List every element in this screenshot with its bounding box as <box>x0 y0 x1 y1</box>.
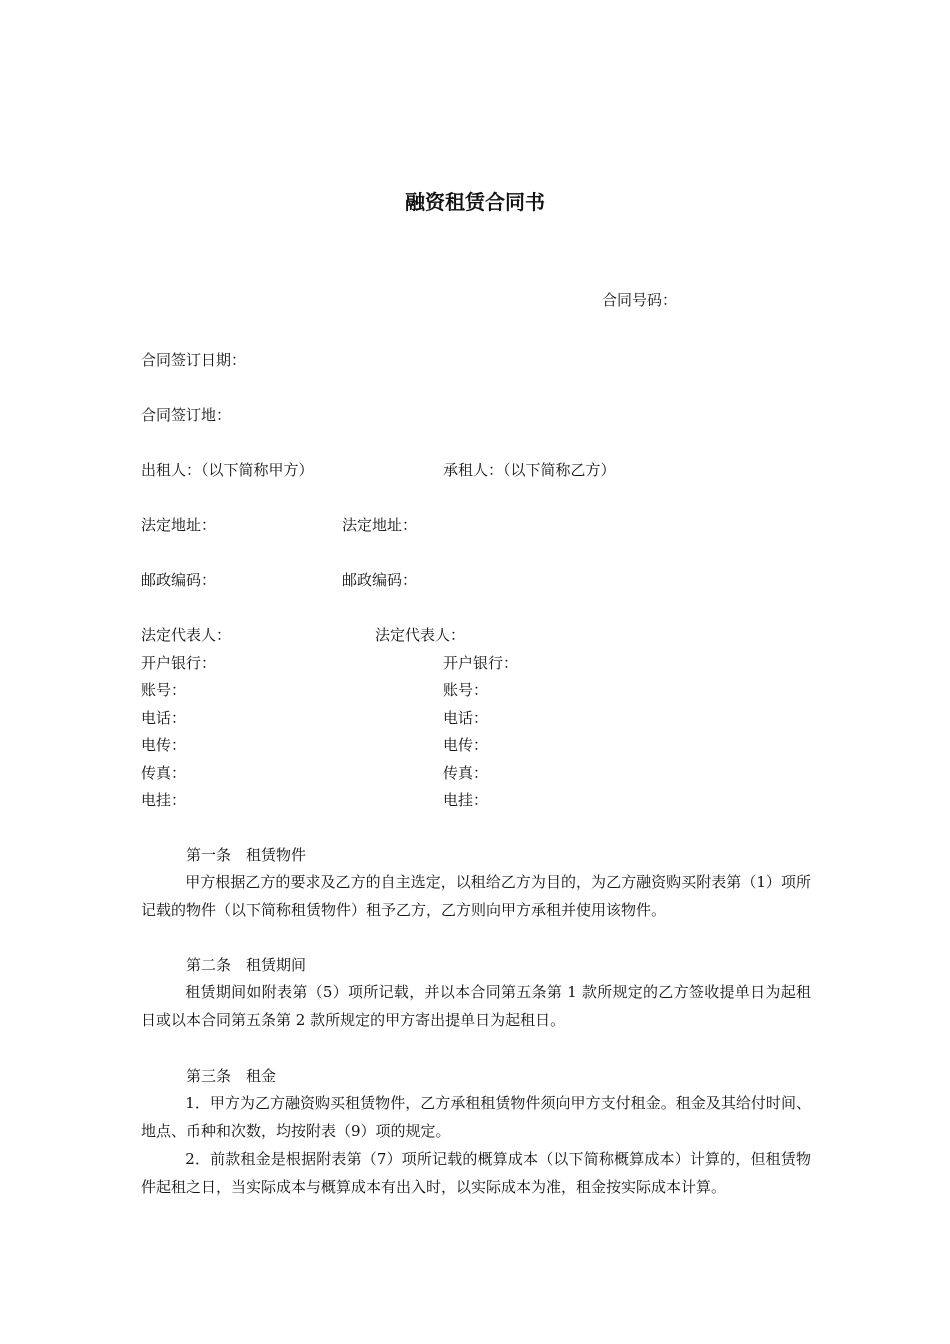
lessor-bank: 开户银行： <box>141 654 217 672</box>
article-1-body: 甲方根据乙方的要求及乙方的自主选定，以租给乙方为目的，为乙方融资购买附表第（1）项所记载的物件（以下简称租赁物件）租予乙方，乙方则向甲方承租并使用该物件。 <box>141 873 811 919</box>
lessor-fax: 传真： <box>141 764 187 782</box>
contract-number-label: 合同号码： <box>602 291 678 309</box>
article-3-item-1: 1．甲方为乙方融资购买租赁物件，乙方承租租赁物件须向甲方支付租金。租金及其给付时间、地点、币种和次数，均按附表（9）项的规定。 <box>141 1094 811 1140</box>
lessor-phone: 电话： <box>141 709 187 727</box>
lessee-label: 承租人：（以下简称乙方） <box>443 461 616 479</box>
lessee-representative: 法定代表人： <box>375 626 466 644</box>
lessee-telegraph: 电传： <box>443 736 489 754</box>
lessor-postcode: 邮政编码： <box>141 571 217 589</box>
lessee-address: 法定地址： <box>342 516 418 534</box>
lessor-cable: 电挂： <box>141 791 187 809</box>
lessee-cable: 电挂： <box>443 791 489 809</box>
lessee-fax: 传真： <box>443 764 489 782</box>
lessor-address: 法定地址： <box>141 516 217 534</box>
document-title: 融资租赁合同书 <box>405 190 545 214</box>
lessee-phone: 电话： <box>443 709 489 727</box>
article-3-heading: 第三条 租金 <box>186 1067 277 1085</box>
lessor-label: 出租人：（以下简称甲方） <box>141 461 314 479</box>
article-2-heading: 第二条 租赁期间 <box>186 956 307 974</box>
lessee-bank: 开户银行： <box>443 654 519 672</box>
lessor-representative: 法定代表人： <box>141 626 232 644</box>
lessor-telegraph: 电传： <box>141 736 187 754</box>
lessee-postcode: 邮政编码： <box>342 571 418 589</box>
article-3-item-2: 2．前款租金是根据附表第（7）项所记载的概算成本（以下简称概算成本）计算的，但租赁物件起租之日，当实际成本与概算成本有出入时，以实际成本为准，租金按实际成本计算。 <box>141 1150 811 1196</box>
sign-place-label: 合同签订地： <box>141 406 232 424</box>
article-1-heading: 第一条 租赁物件 <box>186 846 307 864</box>
article-2-body: 租赁期间如附表第（5）项所记载，并以本合同第五条第 1 款所规定的乙方签收提单日为起租日或以本合同第五条第 2 款所规定的甲方寄出提单日为起租日。 <box>141 983 811 1029</box>
sign-date-label: 合同签订日期： <box>141 351 247 369</box>
lessor-account: 账号： <box>141 681 187 699</box>
lessee-account: 账号： <box>443 681 489 699</box>
